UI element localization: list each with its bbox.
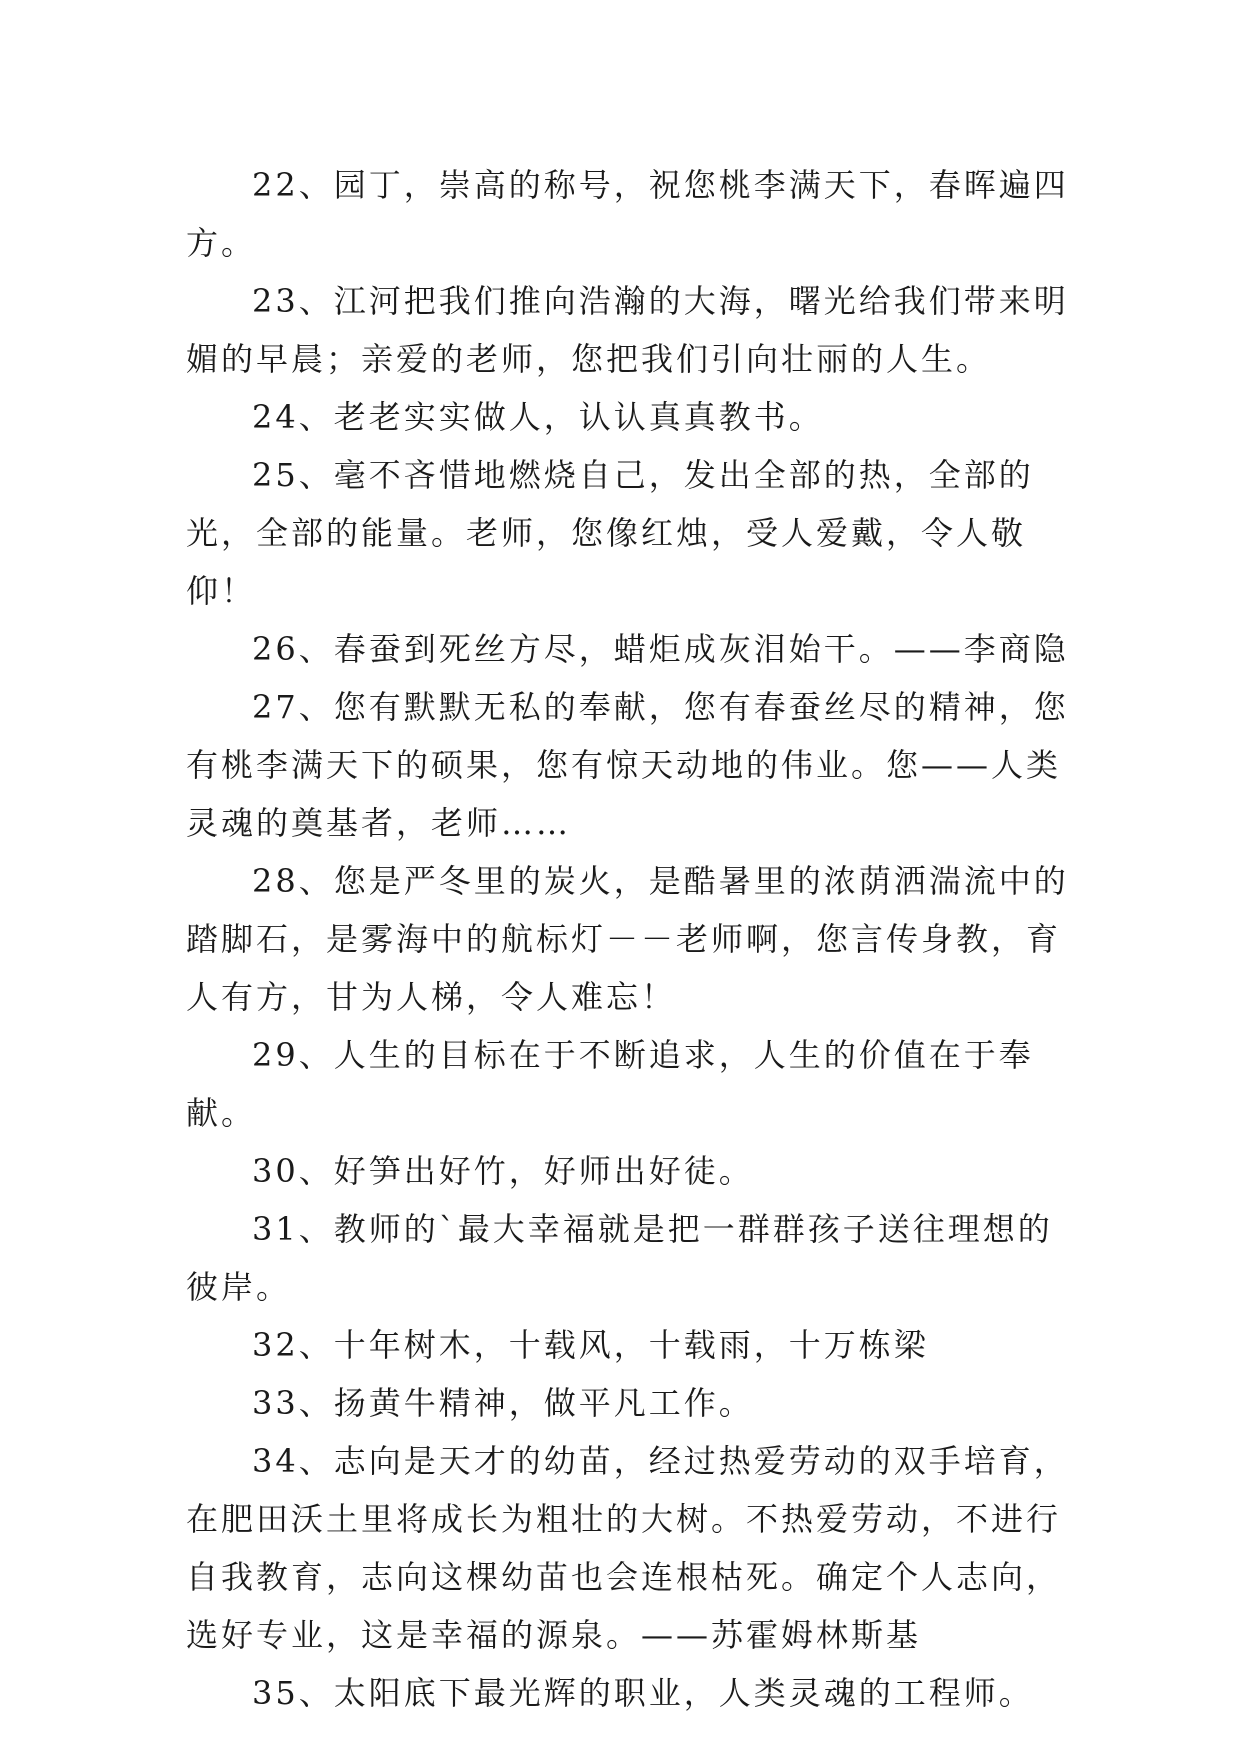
paragraph-27: 27、您有默默无私的奉献，您有春蚕丝尽的精神，您有桃李满天下的硕果，您有惊天动地的伟业。您——人类灵魂的奠基者，老师…… bbox=[186, 688, 1069, 842]
paragraph-24: 24、老老实实做人，认认真真教书。 bbox=[252, 398, 824, 436]
paragraph-28: 28、您是严冬里的炭火，是酷暑里的浓荫洒湍流中的踏脚石，是雾海中的航标灯－－老师啊，您言传身教，育人有方，甘为人梯，令人难忘！ bbox=[186, 862, 1069, 1016]
paragraph-22: 22、园丁，崇高的称号，祝您桃李满天下，春晖遍四方。 bbox=[186, 166, 1069, 262]
paragraph-35: 35、太阳底下最光辉的职业，人类灵魂的工程师。 bbox=[252, 1674, 1034, 1712]
paragraph-31: 31、教师的`最大幸福就是把一群群孩子送往理想的彼岸。 bbox=[186, 1210, 1053, 1306]
paragraph-23: 23、江河把我们推向浩瀚的大海，曙光给我们带来明媚的早晨；亲爱的老师，您把我们引向壮丽的人生。 bbox=[186, 282, 1069, 378]
paragraph-30: 30、好笋出好竹，好师出好徒。 bbox=[252, 1152, 754, 1190]
paragraph-32: 32、十年树木，十载风，十载雨，十万栋梁 bbox=[252, 1326, 929, 1364]
paragraph-25: 25、毫不吝惜地燃烧自己，发出全部的热，全部的光，全部的能量。老师，您像红烛，受人爱戴，令人敬仰！ bbox=[186, 456, 1034, 610]
paragraph-26: 26、春蚕到死丝方尽，蜡炬成灰泪始干。——李商隐 bbox=[252, 630, 1069, 668]
document-body bbox=[186, 156, 1072, 1722]
paragraph-34: 34、志向是天才的幼苗，经过热爱劳动的双手培育，在肥田沃土里将成长为粗壮的大树。不热爱劳动，不进行自我教育，志向这棵幼苗也会连根枯死。确定个人志向，选好专业，这是幸福的源泉。——苏霍姆林斯基 bbox=[186, 1442, 1069, 1654]
paragraph-33: 33、扬黄牛精神，做平凡工作。 bbox=[252, 1384, 754, 1422]
paragraph-29: 29、人生的目标在于不断追求，人生的价值在于奉献。 bbox=[186, 1036, 1034, 1132]
